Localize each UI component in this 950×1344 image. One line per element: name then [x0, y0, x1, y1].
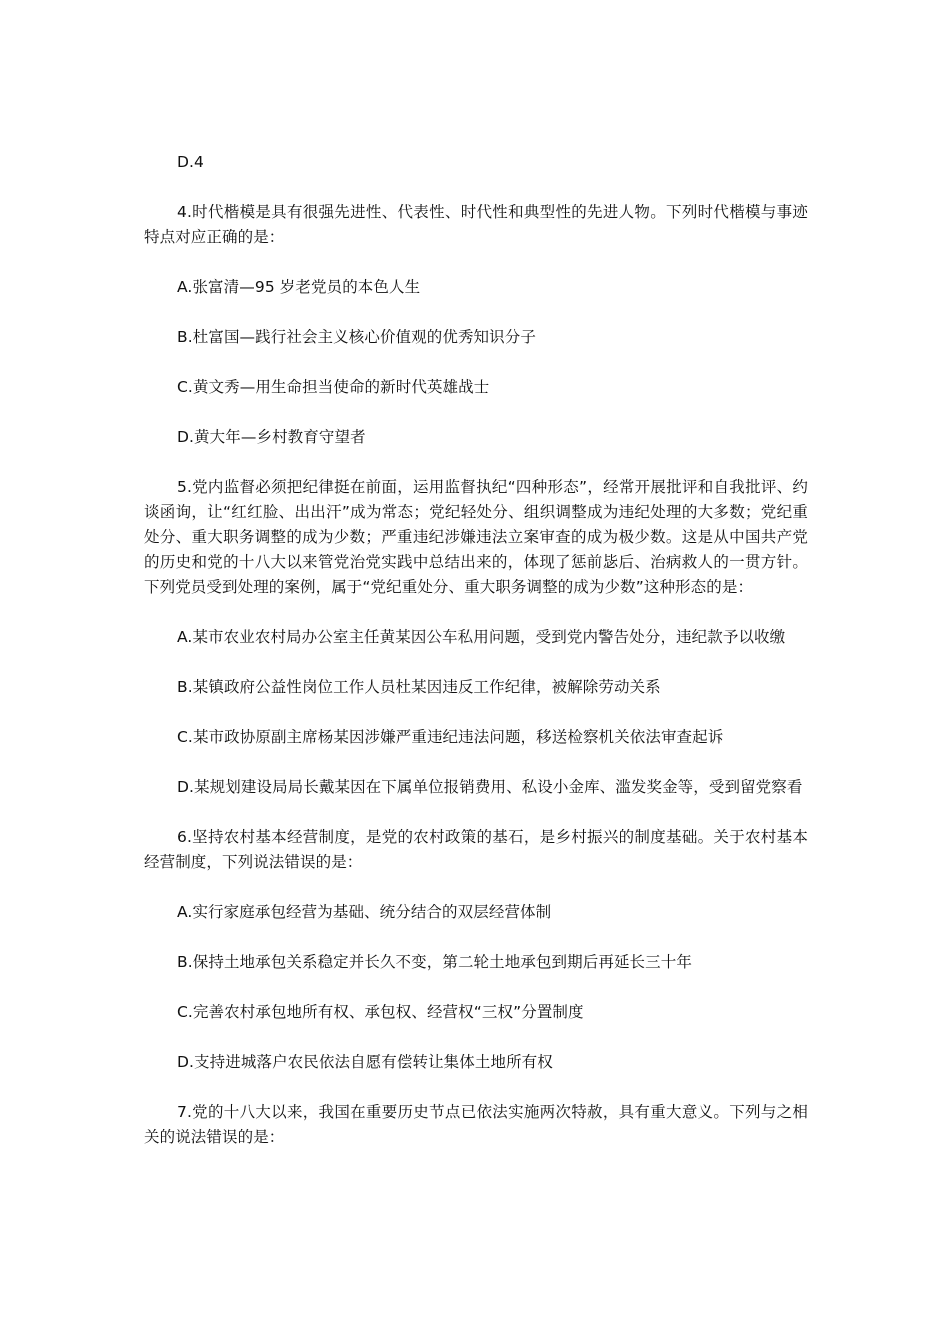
- question-5-option-b: B.某镇政府公益性岗位工作人员杜某因违反工作纪律，被解除劳动关系: [177, 678, 661, 696]
- question-4-option-b: B.杜富国—践行社会主义核心价值观的优秀知识分子: [177, 328, 536, 346]
- question-6-option-c: C.完善农村承包地所有权、承包权、经营权“三权”分置制度: [177, 1003, 584, 1021]
- question-5-stem: 5.党内监督必须把纪律挺在前面，运用监督执纪“四种形态”，经常开展批评和自我批评、约谈函询，让“红红脸、出出汗”成为常态；党纪轻处分、组织调整成为违纪处理的大多数；党纪重处分、重大职务调整的成为少数；严重违纪涉嫌违法立案审查的成为极少数。这是从中国共产党的历史和党的十八大以来管党治党实践中总结出来的，体现了惩前毖后、治病救人的一贯方针。下列党员受到处理的案例，属于“党纪重处分、重大职务调整的成为少数”这种形态的是：: [144, 478, 808, 596]
- question-6-option-d: D.支持进城落户农民依法自愿有偿转让集体土地所有权: [177, 1053, 553, 1071]
- question-4-option-c: C.黄文秀—用生命担当使命的新时代英雄战士: [177, 378, 490, 396]
- question-4-option-d: D.黄大年—乡村教育守望者: [177, 428, 366, 446]
- document-body: [144, 150, 808, 1175]
- question-6-stem: 6.坚持农村基本经营制度，是党的农村政策的基石，是乡村振兴的制度基础。关于农村基本经营制度，下列说法错误的是：: [144, 828, 808, 871]
- question-5-option-c: C.某市政协原副主席杨某因涉嫌严重违纪违法问题，移送检察机关依法审查起诉: [177, 728, 724, 746]
- option-d-prev-question: D.4: [177, 153, 205, 171]
- question-5-option-d: D.某规划建设局局长戴某因在下属单位报销费用、私设小金库、滥发奖金等，受到留党察看: [177, 778, 803, 796]
- question-6-option-b: B.保持土地承包关系稳定并长久不变，第二轮土地承包到期后再延长三十年: [177, 953, 692, 971]
- question-4-option-a: A.张富清—95 岁老党员的本色人生: [177, 278, 421, 296]
- question-4-stem: 4.时代楷模是具有很强先进性、代表性、时代性和典型性的先进人物。下列时代楷模与事迹特点对应正确的是：: [144, 203, 808, 246]
- question-7-stem: 7.党的十八大以来，我国在重要历史节点已依法实施两次特赦，具有重大意义。下列与之相关的说法错误的是：: [144, 1103, 808, 1146]
- question-6-option-a: A.实行家庭承包经营为基础、统分结合的双层经营体制: [177, 903, 552, 921]
- question-5-option-a: A.某市农业农村局办公室主任黄某因公车私用问题，受到党内警告处分，违纪款予以收缴: [177, 628, 786, 646]
